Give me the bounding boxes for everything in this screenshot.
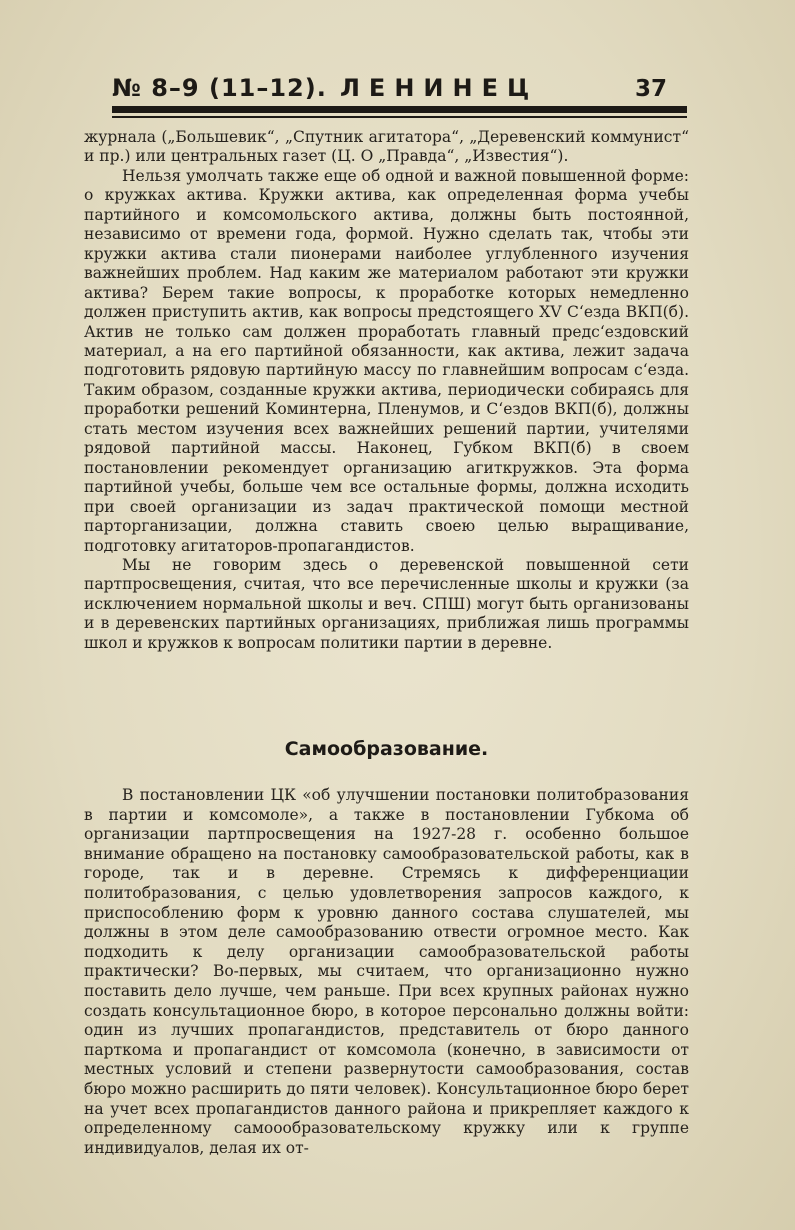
page-number: 37	[634, 76, 667, 102]
paragraph: Нельзя умолчать также еще об одной и важной повышенной форме: о кружках актива. Кружки актива, как определенная форма учебы партийного и комсомольского актива, должны быть постоянной, независимо от времени года, формой. Нужно сделать так, чтобы эти кружки актива стали пионерами наиболее углубленного изучения важнейших проблем. Над каким же материалом работают эти кружки актива? Берем такие вопросы, к проработке которых немедленно должен приступить актив, как вопросы предстоящего XV С‘езда ВКП(б). Актив не только сам должен проработать главный предс‘ездовский материал, а на его партийной обязанности, как актива, лежит задача подготовить рядовую партийную массу по главнейшим вопросам с‘езда. Таким образом, созданные кружки актива, периодически собираясь для проработки решений Коминтерна, Пленумов, и С‘ездов ВКП(б), должны стать местом изучения всех важнейших решений партии, учителями рядовой партийной массы. Наконец, Губком ВКП(б) в своем постановлении рекомендует организацию агиткружков. Эта форма партийной учебы, больше чем все остальные формы, должна исходить при своей организации из задач практической помощи местной парторганизации, должна ставить своею целью выращивание, подготовку агитаторов-пропагандистов.	[84, 166, 689, 555]
paragraph: В постановлении ЦК «об улучшении постановки политобразования в партии и комсомоле», а также в постановлении Губкома об организации партпросвещения на 1927-28 г. особенно большое внимание обращено на постановку самообразовательской работы, как в городе, так и в деревне. Стремясь к дифференциации политобразования, с целью удовлетворения запросов каждого, к приспособлению форм к уровню данного состава слушателей, мы должны в этом деле самообразованию отвести огромное место. Как подходить к делу организации самообразовательской работы практически? Во-первых, мы считаем, что организационно нужно поставить дело лучше, чем раньше. При всех крупных районах нужно создать консультационное бюро, в которое персонально должны войти: один из лучших пропагандистов, представитель от бюро данного парткома и пропагандист от комсомола (конечно, в зависимости от местных условий и степени развернутости самообразования, состав бюро можно расширить до пяти человек). Консультационное бюро берет на учет всех пропагандистов данного района и прикрепляет каждого к определенному самоообразовательскому кружку или к группе индивидуалов, делая их от-	[84, 786, 689, 1157]
header-rule-thin	[112, 116, 687, 118]
issue-number: № 8–9 (11–12).	[112, 74, 327, 102]
paragraph: Мы не говорим здесь о деревенской повышенной сети партпросвещения, считая, что все перечисленные школы и кружки (за исключением нормальной школы и веч. СПШ) могут быть организованы и в деревенских партийных организациях, приближая лишь программы школ и кружков к вопросам политики партии в деревне.	[84, 555, 689, 652]
section-heading: Самообразование.	[284, 738, 489, 760]
section-2-body	[84, 786, 689, 1158]
header-rule-thick	[112, 106, 687, 113]
section-1-body	[84, 128, 689, 653]
paragraph: журнала („Большевик“, „Спутник агитатора“, „Деревенский коммунист“ и пр.) или центральных газет (Ц. О „Правда“, „Известия“).	[84, 128, 689, 166]
journal-title: ЛЕНИНЕЦ	[340, 74, 539, 102]
